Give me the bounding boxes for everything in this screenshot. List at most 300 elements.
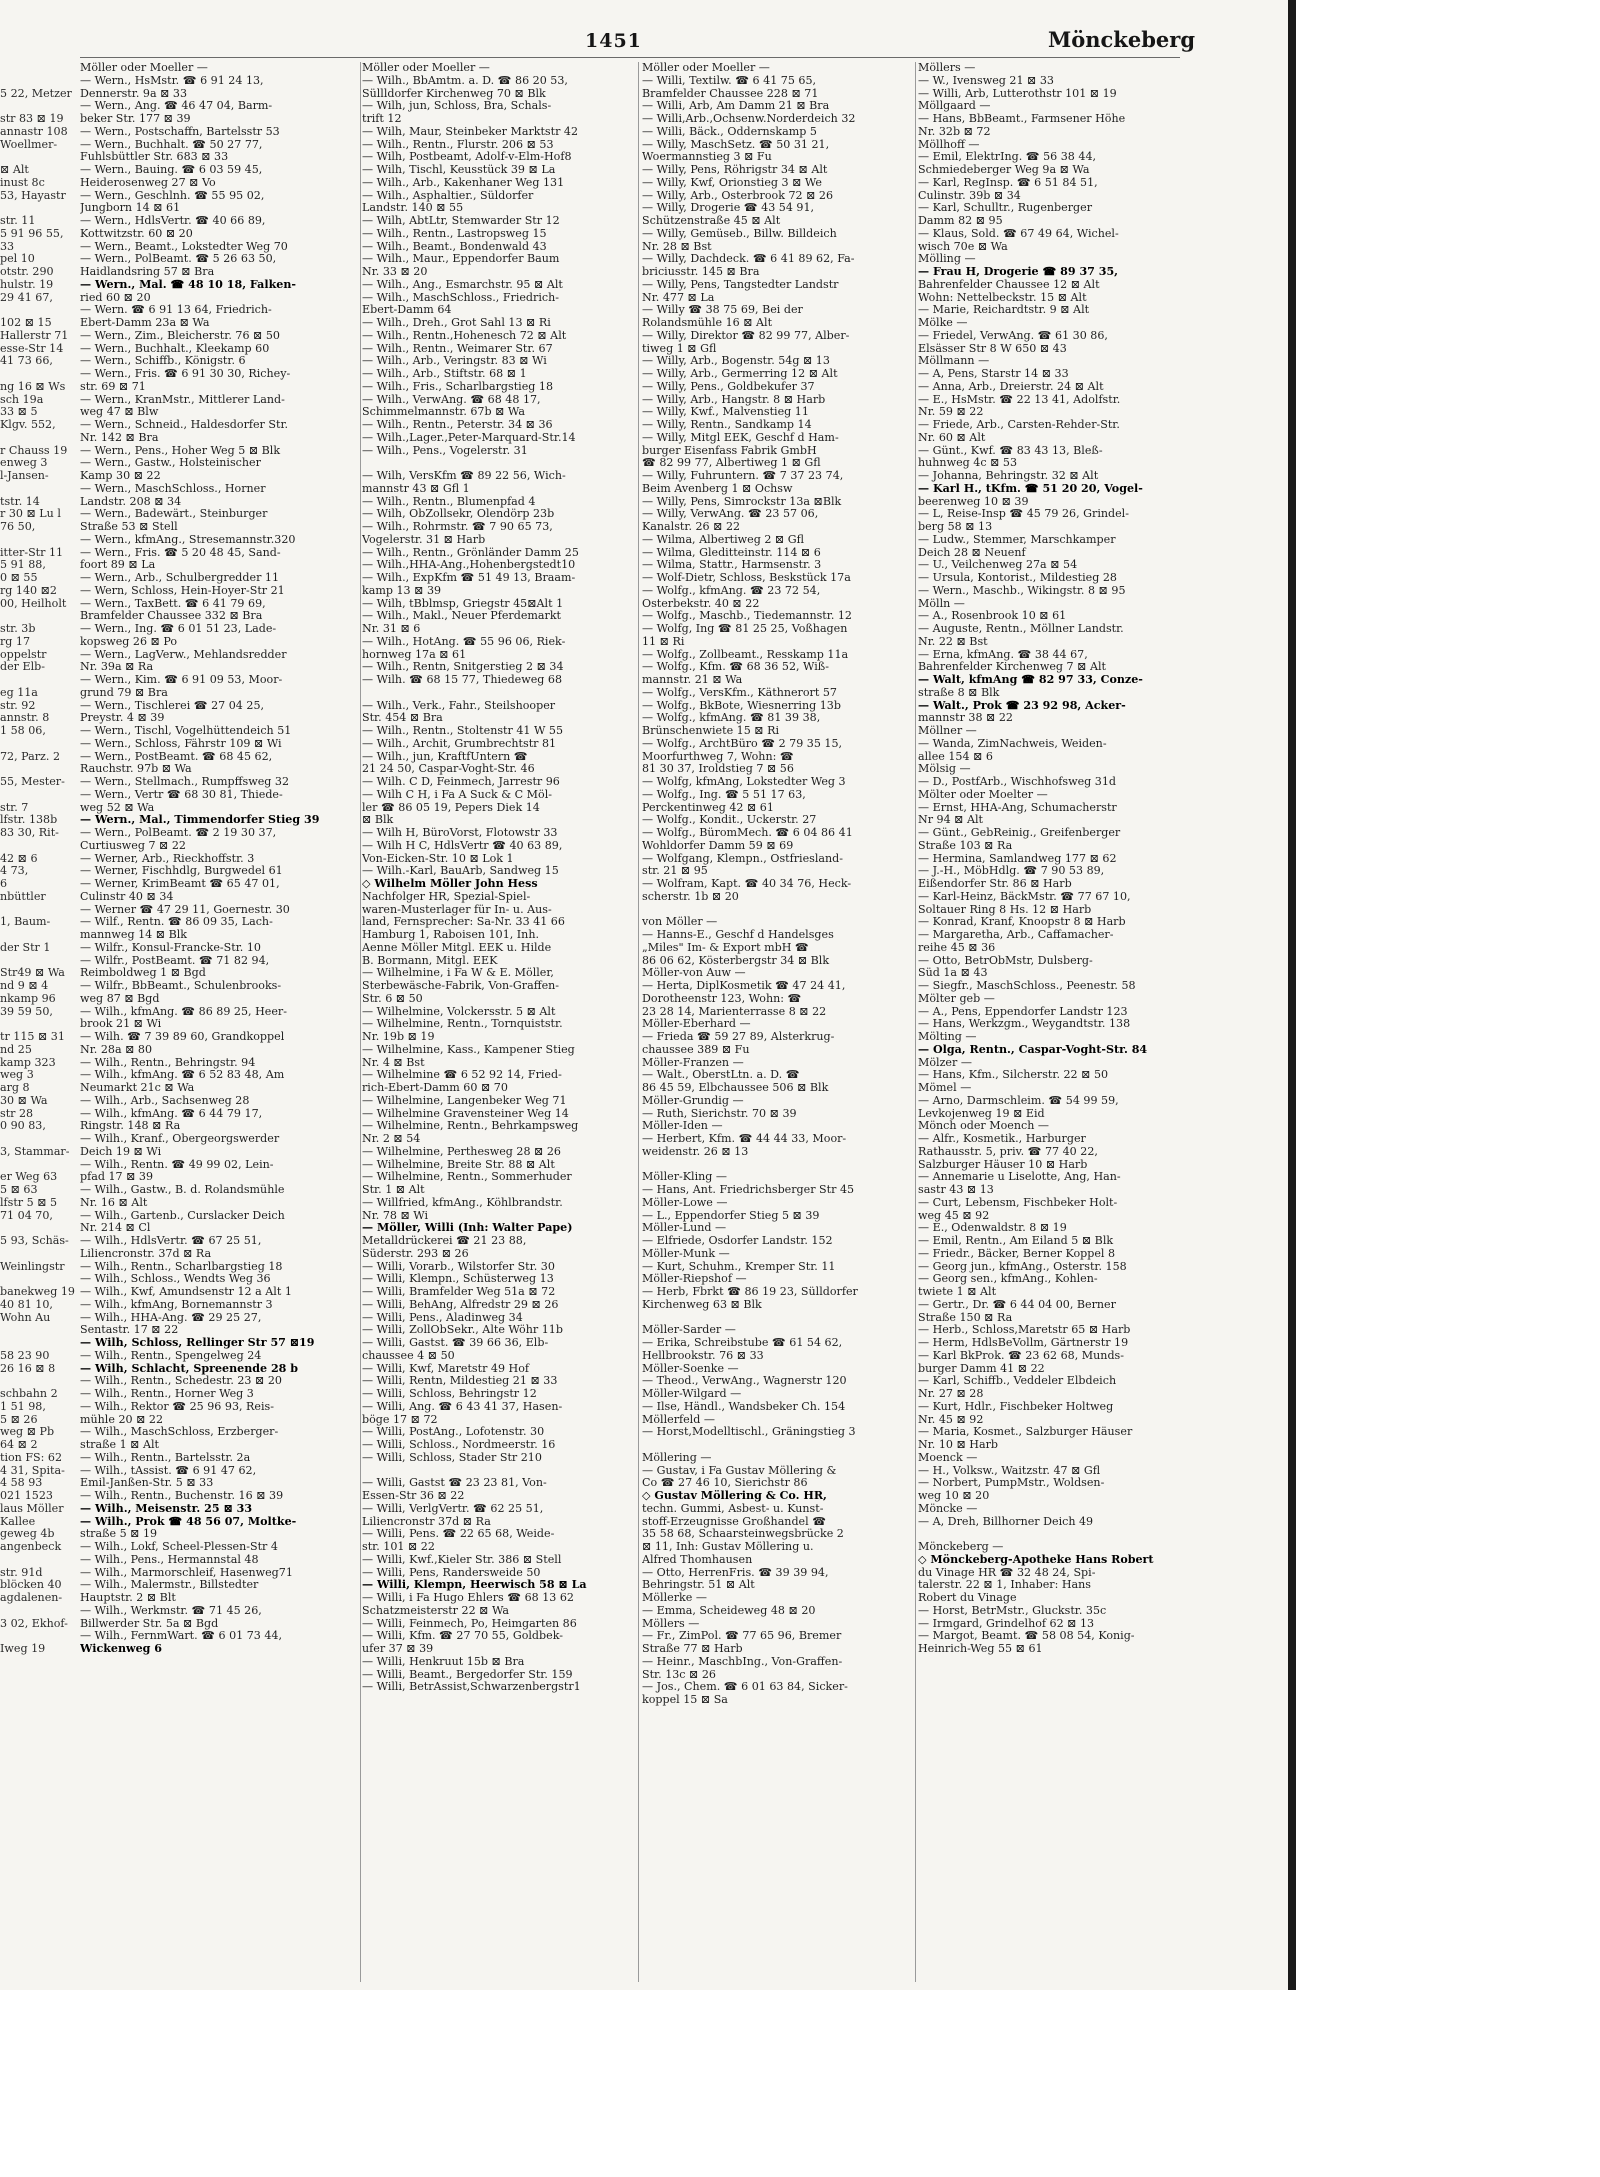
entry-line: — Wern., Tischlerei ☎ 27 04 25, bbox=[80, 698, 265, 712]
entry-line: — A., Rosenbrook 10 ⊠ 61 bbox=[918, 609, 1067, 623]
entry-line: Nr. 142 ⊠ Bra bbox=[80, 430, 159, 444]
entry-line: — Wilh., Rentn., Horner Weg 3 bbox=[80, 1387, 254, 1400]
entry-line: — Wilh., Arb., Stiftstr. 68 ⊠ 1 bbox=[362, 367, 527, 380]
entry-line: rich-Ebert-Damm 60 ⊠ 70 bbox=[362, 1081, 508, 1094]
entry-line: Mölling — bbox=[918, 252, 976, 266]
entry-line: — Willy, Arb., Germerring 12 ⊠ Alt bbox=[642, 367, 838, 380]
entry-line: Süderstr. 293 ⊠ 26 bbox=[362, 1246, 469, 1260]
entry-line: Eißendorfer Str. 86 ⊠ Harb bbox=[918, 877, 1072, 890]
entry-line: — Wilh., Rentn., Peterstr. 34 ⊠ 36 bbox=[362, 418, 553, 431]
entry-line: — Wilfr., BbBeamt., Schulenbrooks- bbox=[80, 979, 282, 992]
entry-line: — Wilh, Maur, Steinbeker Marktstr 42 bbox=[362, 124, 579, 138]
entry-line: hornweg 17a ⊠ 61 bbox=[362, 647, 467, 661]
entry-line: twiete 1 ⊠ Alt bbox=[918, 1285, 997, 1298]
entry-line: 021 1523 bbox=[0, 1489, 53, 1502]
entry-line: — Karl, Schulltr., Rugenberger bbox=[918, 201, 1092, 215]
entry-line: arg 8 bbox=[0, 1081, 30, 1094]
entry-line: Nr. 27 ⊠ 28 bbox=[918, 1387, 984, 1400]
entry-line: Straße 150 ⊠ Ra bbox=[918, 1310, 1013, 1324]
entry-line: str. 91d bbox=[0, 1565, 43, 1579]
entry-line: — Wilhelmine, Langenbeker Weg 71 bbox=[362, 1093, 567, 1107]
entry-line: — Wern., KranMstr., Mittlerer Land- bbox=[80, 392, 285, 406]
entry-line: — Wern., Pens., Hoher Weg 5 ⊠ Blk bbox=[80, 443, 281, 457]
entry-line: Fuhlsbüttler Str. 683 ⊠ 33 bbox=[80, 150, 229, 164]
entry-line: Kirchenweg 63 ⊠ Blk bbox=[642, 1297, 762, 1311]
entry-line: 86 45 59, Elbchaussee 506 ⊠ Blk bbox=[642, 1081, 829, 1094]
entry-line: — Wern., Buchhalt. ☎ 50 27 77, bbox=[80, 137, 263, 151]
entry-line: — Wilh, Schloss, Rellinger Str 57 ⊠19 bbox=[80, 1336, 315, 1349]
entry-line: — Willi, Henkruut 15b ⊠ Bra bbox=[362, 1654, 525, 1668]
entry-line: Mölsig — bbox=[918, 762, 971, 776]
entry-line: 72, Parz. 2 bbox=[0, 749, 61, 763]
entry-line: Möller-Lund — bbox=[642, 1221, 727, 1235]
entry-line: — Willi, BetrAssist,Schwarzenbergstr1 bbox=[362, 1680, 581, 1694]
entry-line: kamp 13 ⊠ 39 bbox=[362, 583, 442, 597]
entry-line: — Wilh., Ang., Esmarchstr. 95 ⊠ Alt bbox=[362, 277, 563, 291]
entry-line: str. 11 bbox=[0, 214, 36, 227]
entry-line: — Annemarie u Liselotte, Ang, Han- bbox=[918, 1170, 1121, 1184]
entry-line: — Wilh., Beamt., Bondenwald 43 bbox=[362, 239, 547, 253]
entry-line: — Wilh., Rohrmstr. ☎ 7 90 65 73, bbox=[362, 520, 553, 533]
column-rule bbox=[638, 62, 639, 1982]
entry-line: — L, Reise-Insp ☎ 45 79 26, Grindel- bbox=[918, 507, 1129, 521]
entry-line: nbüttler bbox=[0, 889, 46, 903]
entry-line: Möller-Munk — bbox=[642, 1246, 730, 1260]
entry-line: — Wilh., Arb., Kakenhaner Weg 131 bbox=[362, 175, 565, 189]
entry-line: — Willy, Kwf., Malvenstieg 11 bbox=[642, 405, 809, 419]
entry-line: — Friede, Arb., Carsten-Rehder-Str. bbox=[918, 418, 1120, 431]
entry-line: — Willi, i Fa Hugo Ehlers ☎ 68 13 62 bbox=[362, 1591, 574, 1604]
entry-line: — Wilh, Tischl, Keusstück 39 ⊠ La bbox=[362, 163, 556, 176]
entry-line: 5 93, Schäs- bbox=[0, 1234, 69, 1247]
entry-line: Mölter geb — bbox=[918, 991, 995, 1005]
entry-line: — Willi, Schloss., Nordmeerstr. 16 bbox=[362, 1438, 556, 1451]
entry-line: — Wolfg., VersKfm., Käthnerort 57 bbox=[642, 685, 837, 699]
entry-line: — Gustav, i Fa Gustav Möllering & bbox=[642, 1463, 837, 1477]
entry-line: Möller-von Auw — bbox=[642, 966, 746, 980]
entry-line: sch 19a bbox=[0, 392, 44, 406]
entry-line: 26 16 ⊠ 8 bbox=[0, 1361, 56, 1375]
entry-line: 102 ⊠ 15 bbox=[0, 316, 52, 329]
entry-line: rg 17 bbox=[0, 634, 31, 648]
entry-line: weg 45 ⊠ 92 bbox=[918, 1208, 990, 1222]
entry-line: — Herb, Fbrkt ☎ 86 19 23, Sülldorfer bbox=[642, 1285, 858, 1298]
entry-line: mannstr. 21 ⊠ Wa bbox=[642, 673, 743, 686]
entry-line: Nr. 22 ⊠ Bst bbox=[918, 634, 988, 648]
entry-line: B. Bormann, Mitgl. EEK bbox=[362, 953, 498, 967]
entry-line: Sentastr. 17 ⊠ 22 bbox=[80, 1323, 179, 1337]
entry-line: weg 47 ⊠ Blw bbox=[80, 405, 159, 419]
entry-line: waren-Musterlager für In- u. Aus- bbox=[362, 902, 552, 916]
entry-line: der Str 1 bbox=[0, 940, 51, 954]
entry-line: Osterbekstr. 40 ⊠ 22 bbox=[642, 596, 760, 610]
entry-line: Nr. 59 ⊠ 22 bbox=[918, 405, 984, 419]
entry-line: Möller-Eberhard — bbox=[642, 1017, 751, 1031]
entry-line: 58 23 90 bbox=[0, 1348, 50, 1362]
entry-line: Ebert-Damm 64 bbox=[362, 303, 452, 317]
entry-line: — Willi, Beamt., Bergedorfer Str. 159 bbox=[362, 1667, 573, 1681]
entry-line: Elsässer Str 8 W 650 ⊠ 43 bbox=[918, 341, 1067, 355]
entry-line: — Ruth, Sierichstr. 70 ⊠ 39 bbox=[642, 1106, 797, 1120]
entry-line: — Karl H., tKfm. ☎ 51 20 20, Vogel- bbox=[918, 481, 1143, 495]
entry-line: weg 10 ⊠ 20 bbox=[918, 1489, 990, 1502]
entry-line: — Friedr., Bäcker, Berner Koppel 8 bbox=[918, 1246, 1116, 1260]
entry-line: — Wolf-Dietr, Schloss, Beskstück 17a bbox=[642, 571, 851, 584]
entry-line: — Willy, MaschSetz. ☎ 50 31 21, bbox=[642, 137, 830, 151]
entry-line: — Wilh., Prok ☎ 48 56 07, Moltke- bbox=[80, 1514, 297, 1528]
entry-line: Salzburger Häuser 10 ⊠ Harb bbox=[918, 1157, 1088, 1171]
entry-line: nd 9 ⊠ 4 bbox=[0, 979, 49, 992]
entry-line: — Wilh.,HHA-Ang.,Hohenbergstedt10 bbox=[362, 558, 576, 572]
entry-line: kopsweg 26 ⊠ Po bbox=[80, 634, 178, 648]
entry-line: enweg 3 bbox=[0, 456, 48, 470]
entry-line: 0 90 83, bbox=[0, 1119, 46, 1133]
entry-line bbox=[0, 929, 78, 942]
entry-line: Rauchstr. 97b ⊠ Wa bbox=[80, 762, 192, 776]
entry-line: 1 51 98, bbox=[0, 1399, 46, 1413]
entry-line: — Willy, Rentn., Sandkamp 14 bbox=[642, 418, 812, 431]
entry-line: agdalenen- bbox=[0, 1591, 63, 1604]
entry-line: Heinrich-Weg 55 ⊠ 61 bbox=[918, 1642, 1043, 1655]
entry-line: beerenweg 10 ⊠ 39 bbox=[918, 494, 1029, 508]
entry-line: Straße 103 ⊠ Ra bbox=[918, 838, 1013, 852]
entry-line: 11 ⊠ Ri bbox=[642, 634, 685, 648]
entry-line: — Willfried, kfmAng., Köhlbrandstr. bbox=[362, 1195, 563, 1209]
entry-line: — Wern., MaschSchloss., Horner bbox=[80, 481, 266, 495]
entry-line: Möller-Wilgard — bbox=[642, 1387, 742, 1400]
entry-line: — Wern., HsMstr. ☎ 6 91 24 13, bbox=[80, 73, 264, 87]
entry-line: Straße 77 ⊠ Harb bbox=[642, 1642, 743, 1655]
entry-line: Nr. 214 ⊠ Cl bbox=[80, 1221, 151, 1235]
entry-line: — Wern., Fris. ☎ 5 20 48 45, Sand- bbox=[80, 545, 281, 559]
entry-line: — Wilh., kfmAng. ☎ 6 52 83 48, Am bbox=[80, 1068, 285, 1082]
entry-line: Möncke — bbox=[918, 1501, 978, 1515]
entry-line: koppel 15 ⊠ Sa bbox=[642, 1693, 728, 1706]
entry-line: 55, Mester- bbox=[0, 775, 65, 788]
entry-line: — Wilh., Rektor ☎ 25 96 93, Reis- bbox=[80, 1399, 274, 1413]
entry-line: Curtiusweg 7 ⊠ 22 bbox=[80, 838, 186, 852]
entry-line bbox=[0, 840, 78, 853]
entry-line: — Herbert, Kfm. ☎ 44 44 33, Moor- bbox=[642, 1132, 847, 1145]
entry-line: — Wilhelmine, Rentn., Behrkampsweg bbox=[362, 1119, 579, 1133]
entry-line: Str. 6 ⊠ 50 bbox=[362, 991, 423, 1005]
entry-line: — Emil, ElektrIng. ☎ 56 38 44, bbox=[918, 150, 1097, 164]
entry-line: — Willi, BehAng, Alfredstr 29 ⊠ 26 bbox=[362, 1297, 559, 1311]
entry-line: — Hans, BbBeamt., Farmsener Höhe bbox=[918, 112, 1126, 125]
entry-line: — Heinr., MaschbIng., Von-Graffen- bbox=[642, 1654, 843, 1668]
entry-line: — Wilh., FernmWart. ☎ 6 01 73 44, bbox=[80, 1629, 282, 1643]
entry-line: 83 30, Rit- bbox=[0, 826, 59, 839]
entry-line: — Willi, Feinmech, Po, Heimgarten 86 bbox=[362, 1616, 577, 1630]
entry-line: — Wern., Kim. ☎ 6 91 09 53, Moor- bbox=[80, 673, 283, 686]
entry-line bbox=[0, 432, 78, 445]
entry-line: str 28 bbox=[0, 1106, 34, 1120]
entry-line: 29 41 67, bbox=[0, 290, 53, 304]
entry-line: Möllerfeld — bbox=[642, 1412, 715, 1426]
entry-line: — Wilh H, BüroVorst, Flotowstr 33 bbox=[362, 826, 558, 839]
entry-line: — Wolfg., Ing. ☎ 5 51 17 63, bbox=[642, 787, 806, 801]
entry-line: — Wilh, ObZollsekr, Olendörp 23b bbox=[362, 507, 555, 521]
entry-line: sastr 43 ⊠ 13 bbox=[918, 1183, 994, 1196]
entry-line: — Wern., PostBeamt. ☎ 68 45 62, bbox=[80, 749, 273, 763]
entry-line: — Wilh., Rentn., Flurstr. 206 ⊠ 53 bbox=[362, 137, 554, 151]
entry-line: Ringstr. 148 ⊠ Ra bbox=[80, 1119, 181, 1133]
entry-line: — Willi, Klempn, Heerwisch 58 ⊠ La bbox=[362, 1578, 587, 1592]
entry-line: Nr. 78 ⊠ Wi bbox=[362, 1208, 429, 1222]
entry-line: ⊠ Alt bbox=[0, 163, 29, 176]
entry-line: — Wilhelmine, i Fa W & E. Möller, bbox=[362, 966, 554, 980]
entry-line: Möller-Iden — bbox=[642, 1119, 723, 1133]
entry-line: — Wilh., Kranf., Obergeorgswerder bbox=[80, 1132, 280, 1145]
entry-line: — Willi, Kfm. ☎ 27 70 55, Goldbek- bbox=[362, 1629, 563, 1643]
entry-line: — Elfriede, Osdorfer Landstr. 152 bbox=[642, 1234, 833, 1247]
entry-line: — Ludw., Stemmer, Marschkamper bbox=[918, 532, 1116, 546]
entry-line: Kottwitzstr. 60 ⊠ 20 bbox=[80, 226, 193, 240]
entry-line bbox=[0, 1133, 78, 1146]
entry-line: mannweg 14 ⊠ Blk bbox=[80, 928, 187, 941]
entry-line: — Wern., Mal. ☎ 48 10 18, Falken- bbox=[80, 277, 297, 291]
entry-line: — Wilh., HdlsVertr. ☎ 67 25 51, bbox=[80, 1234, 262, 1247]
entry-line: Liliencronstr. 37d ⊠ Ra bbox=[80, 1246, 212, 1260]
entry-line: — Kurt, Schuhm., Kremper Str. 11 bbox=[642, 1259, 836, 1273]
entry-line: — Wilh., Rentn., Lastropsweg 15 bbox=[362, 226, 547, 240]
entry-line: Möller oder Moeller — bbox=[362, 62, 490, 74]
entry-line: 42 ⊠ 6 bbox=[0, 851, 38, 865]
entry-line: Bahrenfelder Chaussee 12 ⊠ Alt bbox=[918, 277, 1100, 291]
entry-line: 64 ⊠ 2 bbox=[0, 1438, 38, 1451]
entry-line: — Willy, Pens, Simrockstr 13a ⊠Blk bbox=[642, 494, 842, 508]
entry-line: — Wern., Gastw., Holsteinischer bbox=[80, 456, 261, 470]
entry-line: rg 140 ⊠2 bbox=[0, 583, 57, 597]
entry-line: Iweg 19 bbox=[0, 1642, 46, 1655]
entry-line: — Ilse, Händl., Wandsbeker Ch. 154 bbox=[642, 1399, 846, 1413]
entry-line: — Wilh., Marmorschleif, Hasenweg71 bbox=[80, 1565, 293, 1579]
entry-line: pfad 17 ⊠ 39 bbox=[80, 1170, 154, 1184]
entry-line: — Walt., OberstLtn. a. D. ☎ bbox=[642, 1068, 800, 1082]
entry-line: — Otto, HerrenFris. ☎ 39 39 94, bbox=[642, 1565, 829, 1579]
entry-line: — Willi, Schloss, Behringstr 12 bbox=[362, 1387, 537, 1400]
entry-line: — D., PostfArb., Wischhofsweg 31d bbox=[918, 775, 1116, 788]
entry-line: — Wilh.-Karl, BauArb, Sandweg 15 bbox=[362, 864, 559, 878]
entry-line bbox=[0, 738, 78, 751]
entry-line: — Wilma, Gleditteinstr. 114 ⊠ 6 bbox=[642, 545, 821, 559]
entry-line: — Willi, VerlgVertr. ☎ 62 25 51, bbox=[362, 1501, 544, 1515]
entry-line: huhnweg 4c ⊠ 53 bbox=[918, 456, 1018, 470]
entry-line: Schimmelmannstr. 67b ⊠ Wa bbox=[362, 405, 525, 419]
entry-line: ufer 37 ⊠ 39 bbox=[362, 1642, 434, 1655]
entry-line: 81 30 37, Iroldstieg 7 ⊠ 56 bbox=[642, 762, 794, 776]
entry-line: — Maria, Kosmet., Salzburger Häuser bbox=[918, 1425, 1133, 1439]
entry-line: — Willi, Gastst. ☎ 39 66 36, Elb- bbox=[362, 1336, 549, 1349]
entry-line: Nr. 32b ⊠ 72 bbox=[918, 124, 991, 138]
entry-line: Moorfurthweg 7, Wohn: ☎ bbox=[642, 749, 794, 763]
entry-line: 5 91 96 55, bbox=[0, 226, 64, 240]
entry-line: — Olga, Rentn., Caspar-Voght-Str. 84 bbox=[918, 1042, 1148, 1056]
entry-line: — Willi,Arb.,Ochsenw.Norderdeich 32 bbox=[642, 112, 856, 125]
entry-line: Co ☎ 27 46 10, Sierichstr 86 bbox=[642, 1476, 808, 1490]
entry-line: — Wilh., Arb., Veringstr. 83 ⊠ Wi bbox=[362, 354, 547, 368]
entry-line: der Elb- bbox=[0, 660, 45, 674]
entry-line: Möllers — bbox=[642, 1616, 700, 1630]
entry-line: kamp 323 bbox=[0, 1055, 56, 1069]
entry-line: Neumarkt 21c ⊠ Wa bbox=[80, 1081, 195, 1094]
entry-line: — Wilh., Pens., Vogelerstr. 31 bbox=[362, 443, 528, 457]
entry-line: — Wern., TaxBett. ☎ 6 41 79 69, bbox=[80, 596, 266, 610]
entry-line bbox=[0, 534, 78, 547]
entry-line: — Wilh., Asphaltier., Süldorfer bbox=[362, 188, 534, 202]
entry-line: land, Fernsprecher: Sa-Nr. 33 41 66 bbox=[362, 915, 565, 929]
entry-line: ler ☎ 86 05 19, Pepers Diek 14 bbox=[362, 800, 540, 814]
entry-line: Wickenweg 6 bbox=[80, 1642, 162, 1655]
entry-line: — W., Ivensweg 21 ⊠ 33 bbox=[918, 73, 1054, 87]
entry-line: nd 25 bbox=[0, 1042, 32, 1056]
entry-line: — Karl BkProk. ☎ 23 62 68, Munds- bbox=[918, 1348, 1124, 1362]
entry-line: — Kurt, Hdlr., Fischbeker Holtweg bbox=[918, 1399, 1114, 1413]
entry-line: — Wilh., Pens., Hermannstal 48 bbox=[80, 1552, 259, 1566]
entry-line: Nr. 19b ⊠ 19 bbox=[362, 1030, 435, 1043]
entry-line: — L., Eppendorfer Stieg 5 ⊠ 39 bbox=[642, 1208, 820, 1222]
entry-line bbox=[0, 62, 78, 75]
entry-line: — Wilh, jun, Schloss, Bra, Schals- bbox=[362, 99, 552, 113]
entry-line: — Wern., PolBeamt. ☎ 2 19 30 37, bbox=[80, 826, 277, 839]
entry-line: — Wern., Mal., Timmendorfer Stieg 39 bbox=[80, 813, 320, 827]
entry-line: 76 50, bbox=[0, 520, 36, 533]
entry-line: — Karl, RegInsp. ☎ 6 51 84 51, bbox=[918, 175, 1098, 189]
entry-line: Kanalstr. 26 ⊠ 22 bbox=[642, 520, 741, 533]
entry-line: reihe 45 ⊠ 36 bbox=[918, 940, 996, 954]
entry-line: — Wilh. C D, Feinmech, Jarrestr 96 bbox=[362, 775, 560, 788]
entry-line: — Wern. ☎ 6 91 13 64, Friedrich- bbox=[80, 303, 272, 317]
entry-line: — Wilh., Rentn., Stoltenstr 41 W 55 bbox=[362, 724, 564, 737]
entry-line: — Wolfg., Zollbeamt., Resskamp 11a bbox=[642, 647, 849, 661]
entry-line: — Wern., HdlsVertr. ☎ 40 66 89, bbox=[80, 214, 266, 227]
entry-line: er Weg 63 bbox=[0, 1170, 58, 1184]
entry-line: — Möller, Willi (Inh: Walter Pape) bbox=[362, 1221, 573, 1235]
entry-line: ◇ Gustav Möllering & Co. HR, bbox=[642, 1489, 827, 1502]
entry-line: Klgv. 552, bbox=[0, 418, 56, 431]
entry-line: — Werner, Fischhdlg, Burgwedel 61 bbox=[80, 864, 283, 878]
entry-line: Culinstr 40 ⊠ 34 bbox=[80, 889, 174, 903]
entry-line: Möller-Riepshof — bbox=[642, 1272, 747, 1286]
entry-line: Woellmer- bbox=[0, 137, 58, 151]
entry-line: — Norbert, PumpMstr., Woldsen- bbox=[918, 1476, 1105, 1490]
entry-line: — E., Odenwaldstr. 8 ⊠ 19 bbox=[918, 1221, 1067, 1235]
entry-line: annstr. 8 bbox=[0, 711, 50, 725]
entry-line: beker Str. 177 ⊠ 39 bbox=[80, 112, 191, 125]
entry-line: — Theod., VerwAng., Wagnerstr 120 bbox=[642, 1374, 847, 1388]
entry-line: — Willi, Textilw. ☎ 6 41 75 65, bbox=[642, 73, 817, 87]
entry-line: Heiderosenweg 27 ⊠ Vo bbox=[80, 175, 216, 189]
entry-line: — Herta, DiplKosmetik ☎ 47 24 41, bbox=[642, 979, 846, 992]
entry-line: burger Damm 41 ⊠ 22 bbox=[918, 1361, 1045, 1375]
entry-line bbox=[0, 75, 78, 88]
entry-line: straße 1 ⊠ Alt bbox=[80, 1438, 159, 1451]
entry-line: lfstr 5 ⊠ 5 bbox=[0, 1195, 58, 1209]
entry-line: Preystr. 4 ⊠ 39 bbox=[80, 711, 165, 725]
entry-line bbox=[0, 789, 78, 802]
entry-line: — Gertr., Dr. ☎ 6 44 04 00, Berner bbox=[918, 1297, 1116, 1311]
entry-line: Liliencronstr 37d ⊠ Ra bbox=[362, 1514, 491, 1528]
entry-line: — Erika, Schreibstube ☎ 61 54 62, bbox=[642, 1336, 843, 1349]
entry-line: — Wilh., kfmAng. ☎ 6 44 79 17, bbox=[80, 1106, 263, 1120]
entry-line bbox=[0, 483, 78, 496]
entry-line: Straße 53 ⊠ Stell bbox=[80, 520, 178, 533]
entry-line: stoff-Erzeugnisse Großhandel ☎ bbox=[642, 1514, 827, 1528]
entry-line: — Emma, Scheideweg 48 ⊠ 20 bbox=[642, 1603, 816, 1617]
entry-line: — Siegfr., MaschSchloss., Peenestr. 58 bbox=[918, 979, 1136, 992]
entry-line: Nr. 28a ⊠ 80 bbox=[80, 1042, 153, 1056]
running-head: Mönckeberg bbox=[1048, 27, 1196, 52]
entry-line: Perckentinweg 42 ⊠ 61 bbox=[642, 800, 774, 814]
entry-line: — J.-H., MöbHdlg. ☎ 7 90 53 89, bbox=[918, 864, 1105, 878]
entry-line: — Willi, Schloss, Stader Str 210 bbox=[362, 1450, 542, 1464]
entry-line: str. 92 bbox=[0, 698, 36, 712]
entry-line: Str. 454 ⊠ Bra bbox=[362, 711, 443, 725]
entry-line: — Werner, Arb., Rieckhoffstr. 3 bbox=[80, 851, 255, 865]
entry-line: Möllhoff — bbox=[918, 137, 980, 151]
entry-line: techn. Gummi, Asbest- u. Kunst- bbox=[642, 1501, 824, 1515]
entry-line: 4 31, Spita- bbox=[0, 1463, 65, 1477]
entry-line: Kamp 30 ⊠ 22 bbox=[80, 469, 161, 482]
entry-line: Nachfolger HR, Spezial-Spiel- bbox=[362, 889, 531, 903]
entry-line: Möller-Soenke — bbox=[642, 1361, 739, 1375]
entry-line: eg 11a bbox=[0, 685, 38, 699]
entry-line: 4 73, bbox=[0, 864, 29, 878]
entry-line: — Willy, Pens., Goldbekufer 37 bbox=[642, 379, 815, 393]
entry-line: — Wilh., Rentn., Schedestr. 23 ⊠ 20 bbox=[80, 1374, 282, 1388]
entry-line: — Willi, Pens, Randersweide 50 bbox=[362, 1565, 541, 1579]
entry-line: chaussee 4 ⊠ 50 bbox=[362, 1348, 455, 1362]
entry-line: — Willi, Kwf.,Kieler Str. 386 ⊠ Stell bbox=[362, 1552, 562, 1566]
entry-line: 33 bbox=[0, 239, 15, 253]
entry-line: Bramfelder Chaussee 228 ⊠ 71 bbox=[642, 86, 819, 100]
entry-line: talerstr. 22 ⊠ 1, Inhaber: Hans bbox=[918, 1578, 1091, 1592]
entry-line: scherstr. 1b ⊠ 20 bbox=[642, 889, 739, 903]
entry-line: — Wolfg, kfmAng, Lokstedter Weg 3 bbox=[642, 775, 846, 788]
entry-line: ⊠ Blk bbox=[362, 813, 394, 827]
entry-line: Wohn Au bbox=[0, 1310, 51, 1324]
entry-line: Süd 1a ⊠ 43 bbox=[918, 966, 988, 980]
entry-line: — Georg jun., kfmAng., Osterstr. 158 bbox=[918, 1259, 1127, 1273]
entry-line: — Hermina, Samlandweg 177 ⊠ 62 bbox=[918, 851, 1117, 865]
entry-line: Mölln — bbox=[918, 596, 965, 610]
entry-line: — Jos., Chem. ☎ 6 01 63 84, Sicker- bbox=[642, 1680, 848, 1694]
scan-edge bbox=[1288, 0, 1296, 1990]
entry-line: briciusstr. 145 ⊠ Bra bbox=[642, 265, 760, 278]
entry-line: — Willi, Bramfelder Weg 51a ⊠ 72 bbox=[362, 1285, 556, 1298]
entry-line: — Wern., Maschb., Wikingstr. 8 ⊠ 95 bbox=[918, 583, 1126, 597]
entry-line: 00, Heilholt bbox=[0, 596, 67, 610]
entry-line: wisch 70e ⊠ Wa bbox=[918, 239, 1008, 253]
entry-line: 53, Hayastr bbox=[0, 188, 66, 202]
entry-line: str. 21 ⊠ 95 bbox=[642, 864, 708, 878]
entry-line: — Wolfg., ArchtBüro ☎ 2 79 35 15, bbox=[642, 736, 843, 750]
column-rule bbox=[915, 62, 916, 1982]
entry-line: Landstr. 208 ⊠ 34 bbox=[80, 494, 182, 508]
entry-line: — Wern., Tischl, Vogelhüttendeich 51 bbox=[80, 724, 292, 737]
entry-line: — Willy, Dachdeck. ☎ 6 41 89 62, Fa- bbox=[642, 252, 855, 266]
entry-line: Woermannstieg 3 ⊠ Fu bbox=[642, 150, 772, 164]
entry-line: Nr. 33 ⊠ 20 bbox=[362, 265, 428, 278]
entry-line: — Wilh, Schlacht, Spreenende 28 b bbox=[80, 1361, 298, 1375]
entry-line: Dennerstr. 9a ⊠ 33 bbox=[80, 86, 188, 100]
entry-line: — Wilh., Rentn., Scharlbargstieg 18 bbox=[80, 1259, 283, 1273]
entry-line: — Wilh., HotAng. ☎ 55 96 06, Riek- bbox=[362, 634, 566, 648]
column-3 bbox=[642, 62, 914, 1707]
entry-line: — Willi, Ang. ☎ 6 43 41 37, Hasen- bbox=[362, 1399, 563, 1413]
entry-line: — Wern, Schloss, Hein-Hoyer-Str 21 bbox=[80, 583, 285, 597]
entry-line: Beim Avenberg 1 ⊠ Ochsw bbox=[642, 481, 793, 495]
